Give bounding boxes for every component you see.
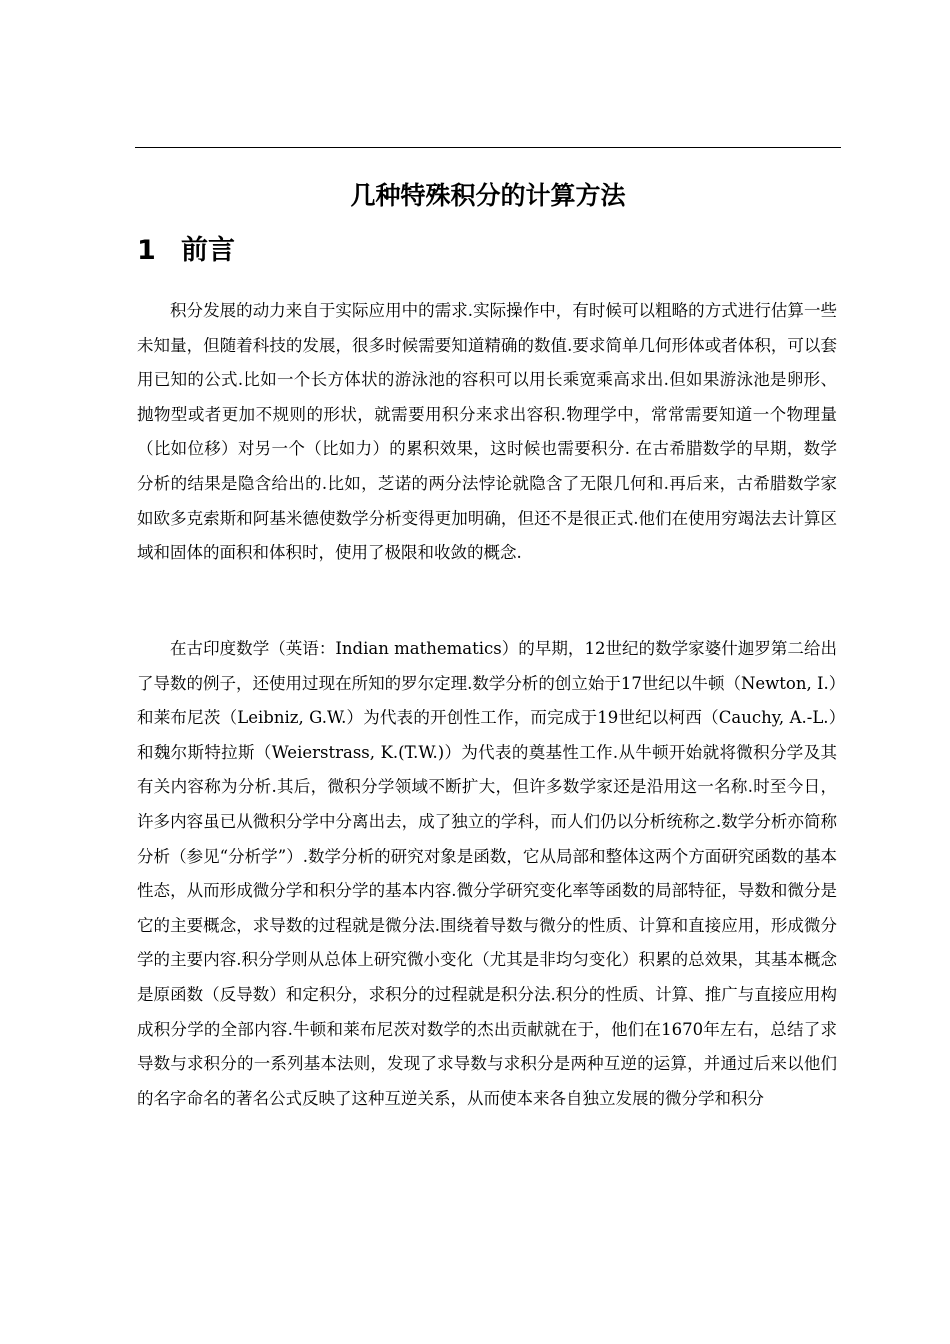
header-rule xyxy=(135,147,841,148)
document-title: 几种特殊积分的计算方法 xyxy=(350,181,626,210)
section-number: 1 xyxy=(137,235,156,266)
section-heading xyxy=(137,228,235,274)
section-title: 前言 xyxy=(181,235,235,266)
body-paragraph: 积分发展的动力来自于实际应用中的需求.实际操作中，有时候可以粗略的方式进行估算一些未知量，但随着科技的发展，很多时候需要知道精确的数值.要求简单几何形体或者体积，可以套用已知的公式.比如一个长方体状的游泳池的容积可以用长乘宽乘高求出.但如果游泳池是卵形、抛物型或者更加不规则的形状，就需要用积分来求出容积.物理学中，常常需要知道一个物理量（比如位移）对另一个（比如力）的累积效果，这时候也需要积分. 在古希腊数学的早期，数学分析的结果是隐含给出的.比如，芝诺的两分法悖论就隐含了无限几何和.再后来，古希腊数学家如欧多克索斯和阿基米德使数学分析变得更加明确，但还不是很正式.他们在使用穷竭法去计算区域和固体的面积和体积时，使用了极限和收敛的概念. xyxy=(137,301,837,563)
body-paragraph: 在古印度数学（英语：Indian mathematics）的早期，12世纪的数学家婆什迦罗第二给出了导数的例子，还使用过现在所知的罗尔定理.数学分析的创立始于17世纪以牛顿（Newton, I.）和莱布尼茨（Leibniz, G.W.）为代表的开创性工作，而完成于19世纪以柯西（Cauchy, A.-L.）和魏尔斯特拉斯（Weierstrass, K.(T.W.)）为代表的奠基性工作.从牛顿开始就将微积分学及其有关内容称为分析.其后，微积分学领域不断扩大，但许多数学家还是沿用这一名称.时至今日，许多内容虽已从微积分学中分离出去，成了独立的学科，而人们仍以分析统称之.数学分析亦简称分析（参见“分析学”）.数学分析的研究对象是函数，它从局部和整体这两个方面研究函数的基本性态，从而形成微分学和积分学的基本内容.微分学研究变化率等函数的局部特征，导数和微分是它的主要概念，求导数的过程就是微分法.围绕着导数与微分的性质、计算和直接应用，形成微分学的主要内容.积分学则从总体上研究微小变化（尤其是非均匀变化）积累的总效果，其基本概念是原函数（反导数）和定积分，求积分的过程就是积分法.积分的性质、计算、推广与直接应用构成积分学的全部内容.牛顿和莱布尼茨对数学的杰出贡献就在于，他们在1670年左右，总结了求导数与求积分的一系列基本法则，发现了求导数与求积分是两种互逆的运算，并通过后来以他们的名字命名的著名公式反映了这种互逆关系，从而使本来各自独立发展的微分学和积分 xyxy=(137,639,837,1108)
